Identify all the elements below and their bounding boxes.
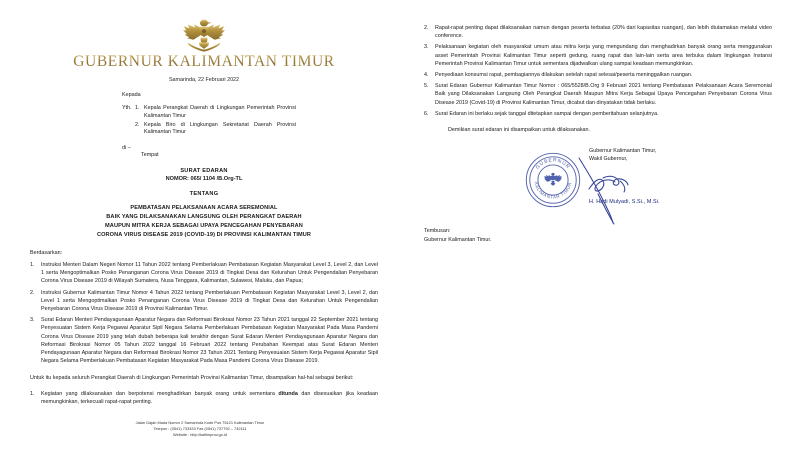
signature-title-line1: Gubernur Kalimantan Timur,	[589, 148, 657, 155]
item-text: Instruksi Gubernur Kalimantan Timur Nomor 4 Tahun 2022 tentang Pemberlakuan Pembatasan Kegiatan Masyarakat Level 3, Level 2, dan Level 1 serta Mengoptimalkan Posko Penanganan Corona Virus Disease 2019 di Tingkat Desa dan Kelurahan Untuk Pengendalian Penyebaran Corona Virus Disease 2019 di Provinsi Kalimantan Timur.	[41, 289, 378, 313]
subject-line: PEMBATASAN PELAKSANAAN ACARA SEREMONIAL	[130, 204, 278, 211]
recipient-number: 1.	[135, 105, 140, 111]
item-text-emphasis: ditunda	[278, 390, 298, 397]
place-date: Samarinda, 22 Februari 2022	[168, 77, 240, 83]
item-text: Pelaksanaan kegiatan oleh masyarakat umum atau mitra kerja yang mengundang dan menghadirkan banyak orang serta menggunakan asset Pemerintah Provinsi Kalimantan Timur seperti gedung, ruang rapat dan lain-lain serta area terbuka dalam lingkungan Instansi Pemerintah Provinsi Kalimantan Timur untuk sementara dijadwalkan ulang sampai keadaan memungkinkan.	[435, 44, 772, 67]
footer-line-phone: Telepon : (0541) 733333 Fax (0541) 737792 – 742111	[153, 425, 247, 431]
signature-block	[424, 147, 772, 205]
instruction-item	[424, 82, 772, 107]
consideration-item	[30, 316, 378, 365]
footer-address	[0, 420, 400, 438]
subject-line: CORONA VIRUS DISEASE 2019 (COVID-19) DI PROVINSI KALIMANTAN TIMUR	[96, 231, 312, 238]
instruction-item	[424, 71, 772, 79]
tembusan-recipient: Gubernur Kalimantan Timur.	[424, 236, 492, 243]
item-text-after: dan disesuaikan jika keadaan memungkinkan, terkecuali rapat-rapat penting.	[41, 390, 378, 405]
tentang-label: TENTANG	[189, 190, 219, 197]
handwritten-signature	[572, 153, 652, 225]
recipient-text: Kepala Perangkat Daerah di Lingkungan Pemerintah Provinsi Kalimantan Timur	[144, 105, 296, 119]
svg-text:GUBERNUR: GUBERNUR	[535, 158, 571, 171]
item-text	[41, 390, 378, 406]
item-text: Surat Edaran Gubernur Kalimantan Timur Nomor : 065/5528/B.Org 9 Februari 2021 tentang Pembatasan Pelaksanaan Acara Seremonial Baik yang Dilaksanakan Langsung Oleh Perangkat Daerah Maupun Mitra Kerja Sebagai Upaya Pencegahan Penyebaran Corona Virus Disease 2019 (Covid-19) di Provinsi Kalimantan Timur, dicabut dan dinyatakan tidak berlaku.	[435, 83, 772, 106]
subject-line: BAIK YANG DILAKSANAKAN LANGSUNG OLEH PERANGKAT DAERAH	[106, 213, 302, 220]
item-text: Penyediaan konsumsi rapat, pembagiannya dilakukan setelah rapat selesai/peserta meninggalkan ruangan.	[435, 72, 693, 79]
item-number: 2.	[424, 25, 429, 31]
item-number: 1.	[30, 262, 35, 268]
consideration-item	[30, 261, 378, 286]
item-text: Surat Edaran ini berlaku sejak tanggal ditetapkan sampai dengan pemberitahuan selanjutnya.	[435, 110, 659, 117]
tembusan-block	[424, 227, 772, 244]
kepada-label: Kepada	[122, 92, 141, 98]
document-column-right	[400, 0, 800, 450]
item-text-before: Kegiatan yang dilaksanakan dan berpotensi menghadirkan banyak orang untuk sementara	[41, 390, 279, 397]
item-text: Instruksi Menteri Dalam Negeri Nomor 11 Tahun 2022 tentang Pemberlakuan Pembatasan Kegiatan Masyarakat Level 3, Level 2, dan Level 1 serta Mengoptimalkan Posko Penanganan Corona Virus Disease 2019 di Tingkat Desa dan Kelurahan Untuk Pengendalian Penyebaran Corona Virus Disease 2019 di Wilayah Sumatera, Nusa Tenggara, Kalimantan, Sulawesi, Maluku, dan Papua;	[41, 262, 378, 285]
recipient-text: Kepala Biro di Lingkungan Sekretariat Daerah Provinsi Kalimantan Timur	[144, 121, 296, 136]
footer-line-website: Website : http://kaltimprov.go.id	[173, 431, 227, 437]
document-subject	[30, 204, 378, 240]
tempat-line: Tempat	[141, 152, 159, 159]
recipient-item	[135, 122, 296, 138]
svg-text:KALIMANTAN TIMUR: KALIMANTAN TIMUR	[533, 181, 573, 200]
subject-line: MAUPUN MITRA KERJA SEBAGAI UPAYA PENCEGAHAN PENYEBARAN	[105, 222, 303, 229]
item-text: Rapat-rapat penting dapat dilaksanakan namun dengan peserta terbatas (20% dari kapasitas ruangan), dan lebih diutamakan melalui video conference.	[435, 25, 772, 40]
document-heading	[30, 168, 378, 182]
item-number: 5.	[424, 83, 429, 90]
item-number: 1.	[30, 390, 35, 397]
yth-label: Yth.	[122, 105, 132, 111]
considerations-list	[30, 261, 378, 365]
tembusan-label: Tembusan:	[424, 228, 451, 235]
instruction-item	[30, 390, 378, 406]
di-line: di –	[122, 145, 131, 152]
instruction-item	[424, 43, 772, 68]
instructions-list-left	[30, 390, 378, 406]
surat-edaran-label: SURAT EDARAN	[180, 168, 228, 175]
item-number: 3.	[424, 44, 429, 51]
letterhead	[30, 18, 378, 83]
consideration-item	[30, 289, 378, 314]
signatory-name: H. Hadi Mulyadi, S.Si., M.Si.	[589, 199, 660, 206]
closing-paragraph: Demikian surat edaran ini disampaikan untuk dilaksanakan.	[448, 127, 591, 134]
intro-paragraph: Untuk itu kepada seluruh Perangkat Daerah di Lingkungan Pemerintah Provinsi Kalimantan Timur, disampaikan hal-hal sebagai berikut:	[30, 375, 354, 382]
recipient-item	[135, 105, 296, 121]
item-number: 4.	[424, 72, 429, 79]
recipient-list	[135, 105, 296, 138]
instruction-item	[424, 24, 772, 40]
official-seal-stamp	[524, 151, 582, 209]
item-text: Surat Edaran Menteri Pendayagunaan Aparatur Negara dan Reformasi Birokrasi Nomor 23 Tahun 2021 tanggal 22 September 2021 tentang Penyesuaian Sistem Kerja Pegawai Aparatur Sipil Negara Selama Pemberlakuan Pembatasan Kegiatan Masyarakat Pada Masa Pandemi Corona Virus Disease 2019 yang telah dubah beberapa kali terakhir dengan Surat Edaran Menteri Pendayagunaan Aparatur Negara dan Reformasi Birokrasi Nomor 05 Tahun 2022 tanggal 16 Februari 2022 tentang Perubahan Keempat atas Surat Edaran Menteri Pendayagunaan Aparatur Negara dan Reformasi Birokrasi Nomor 23 Tahun 2021 Tentang Penyesuaian Sistem Kerja Pegawai Aparatur Sipil Negara Selama Pemberlakuan Pembatasan Kegiatan Masyarakat Pada Masa Pandemi Corona Virus Disease 2019.	[41, 317, 378, 365]
berdasarkan-label: Berdasarkan:	[30, 250, 63, 256]
document-number: NOMOR: 065/ 1104 /B.Org-TL	[165, 175, 243, 182]
garuda-pancasila-emblem	[30, 18, 378, 52]
footer-line-address: Jalan Gajah Mada Nomor 2 Samarinda Kode Pos 75121 Kalimantan Timur	[135, 419, 265, 425]
gov-title: GUBERNUR KALIMANTAN TIMUR	[30, 53, 378, 71]
instructions-list-right	[424, 24, 772, 118]
instruction-item	[424, 110, 772, 118]
signature-title-line2: Wakil Gubernur,	[589, 156, 628, 163]
recipient-number: 2.	[135, 121, 140, 128]
item-number: 3.	[30, 317, 35, 324]
item-number: 2.	[30, 289, 35, 296]
addressee-block	[30, 92, 378, 158]
item-number: 6.	[424, 110, 429, 117]
